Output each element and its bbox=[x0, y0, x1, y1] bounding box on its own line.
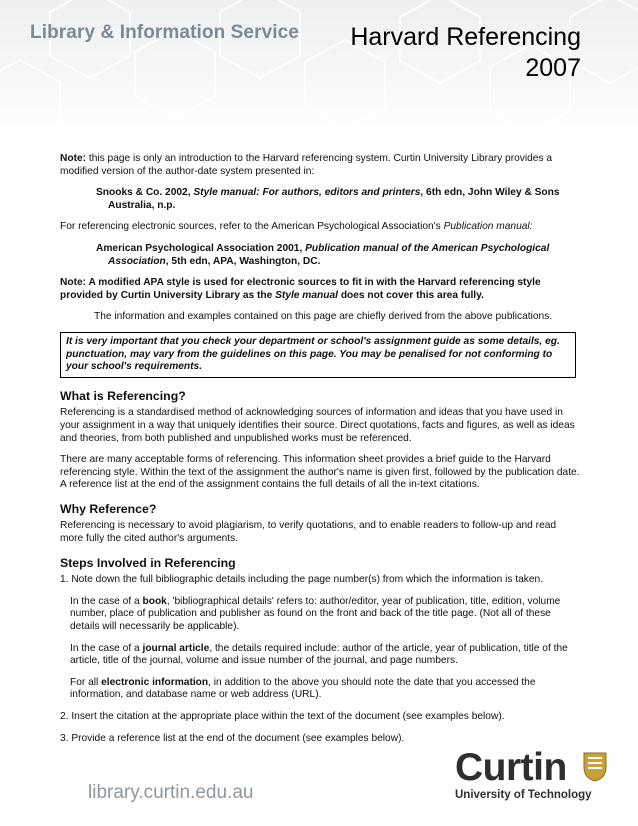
elec-b: electronic information bbox=[101, 676, 209, 688]
why-heading: Why Reference? bbox=[60, 501, 157, 516]
elec-c: , in addition to the above you should note the date that you accessed the information, and database name or web address (URL). bbox=[70, 676, 536, 701]
intro-note bbox=[60, 153, 580, 178]
document-title bbox=[350, 22, 581, 84]
step-3: 3. Provide a reference list at the end of the document (see examples below). bbox=[60, 732, 405, 744]
title-line-2: 2007 bbox=[525, 54, 581, 82]
book-a: In the case of a bbox=[70, 595, 143, 607]
electronic-plain: For referencing electronic sources, refer to the American Psychological Association's bbox=[60, 221, 444, 233]
apa-plain: American Psychological Association 2001, bbox=[96, 242, 306, 254]
curtin-logo bbox=[455, 748, 592, 801]
main-content bbox=[60, 153, 580, 754]
book-b: book bbox=[142, 595, 167, 607]
electronic-sources-text bbox=[60, 221, 580, 234]
ref-plain: Snooks & Co. 2002, bbox=[96, 187, 194, 199]
what-paragraph-2: There are many acceptable forms of referencing. This information sheet provides a brief guide to the Harvard referencing style. Within the text of the assignment the author's name is given first, followed by the publication date. A reference list at the end of the assignment contains the full details of all the in-text citations. bbox=[60, 454, 580, 491]
why-paragraph: Referencing is necessary to avoid plagiarism, to verify quotations, and to enable readers to follow-up and read more fully the cited author's arguments. bbox=[60, 520, 557, 545]
ref-italic: Style manual: For authors, editors and printers bbox=[193, 187, 421, 199]
step-2: 2. Insert the citation at the appropriate place within the text of the document (see examples below). bbox=[60, 711, 505, 722]
derived-statement: The information and examples contained on this page are chiefly derived from the above publications. bbox=[94, 311, 553, 323]
book-detail bbox=[70, 596, 580, 634]
title-line-1: Harvard Referencing bbox=[350, 23, 581, 51]
apa-reference bbox=[96, 243, 580, 268]
crest-icon bbox=[583, 752, 607, 782]
modified-apa-note bbox=[60, 277, 580, 302]
modified-b: does not cover this area fully. bbox=[337, 289, 484, 301]
note-text: this page is only an introduction to the Harvard referencing system. Curtin University Library provides a modified version of the author-date system presented in: bbox=[60, 153, 553, 177]
footer-url: library.curtin.edu.au bbox=[88, 782, 254, 803]
ref-tail: , 6th edn, John Wiley & Sons Australia, n.p. bbox=[108, 187, 560, 211]
curtin-logo-word: Curtin bbox=[455, 746, 567, 789]
header-band bbox=[0, 0, 638, 138]
apa-tail: , 5th edn, APA, Washington, DC. bbox=[165, 255, 321, 267]
journal-c: , the details required include: author of the article, year of publication, title of the article, title of the journal, volume and issue number of the journal, and page numbers. bbox=[70, 642, 568, 667]
journal-b: journal article bbox=[142, 642, 210, 654]
snooks-reference bbox=[96, 187, 580, 212]
curtin-logo-subtitle: University of Technology bbox=[455, 789, 592, 801]
electronic-detail bbox=[70, 677, 580, 702]
what-paragraph-1: Referencing is a standardised method of acknowledging sources of information and ideas that you have used in your assignment in a way that uniquely identifies their source. Direct quotations, facts and figures, as well as ideas and theories, from both published and unpublished works must be referenced. bbox=[60, 407, 575, 444]
elec-a: For all bbox=[70, 676, 102, 688]
warning-box: It is very important that you check your department or school's assignment guide as some details, eg. punctuation, may vary from the guidelines on this page. You may be penalised for not conforming to your school's requirements. bbox=[60, 332, 576, 378]
electronic-italic: Publication manual: bbox=[443, 221, 533, 233]
steps-heading: Steps Involved in Referencing bbox=[60, 555, 236, 570]
step-1: 1. Note down the full bibliographic details including the page number(s) from which the information is taken. bbox=[60, 574, 544, 586]
journal-a: In the case of a bbox=[70, 642, 143, 654]
note-label: Note: bbox=[60, 153, 87, 164]
what-heading: What is Referencing? bbox=[60, 388, 186, 403]
book-c: , 'bibliographical details' refers to: author/editor, year of publication, title, edition, volume number, place of publication and publisher as found on the front and back of the title page. (Not all of these details will necessarily be applicable). bbox=[70, 595, 561, 633]
library-service-title: Library & Information Service bbox=[30, 22, 299, 43]
modified-italic: Style manual bbox=[275, 289, 338, 301]
apa-italic: Publication manual of the American Psychological Association bbox=[108, 242, 550, 267]
modified-a: Note: A modified APA style is used for electronic sources to fit in with the Harvard referencing style provided by Curtin University Library as the bbox=[60, 277, 541, 301]
journal-detail bbox=[70, 643, 580, 668]
